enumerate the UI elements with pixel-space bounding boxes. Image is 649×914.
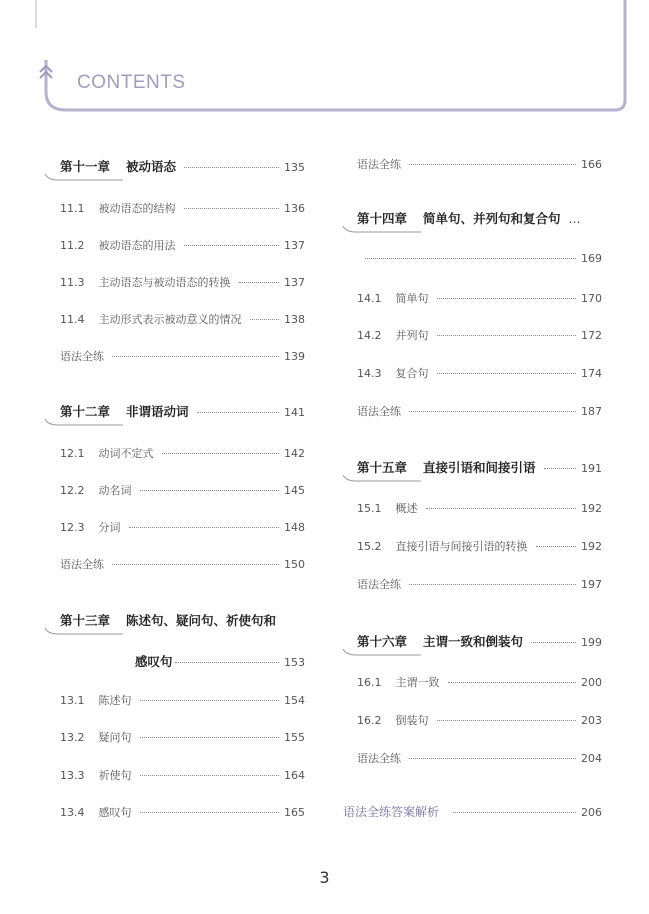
section-title: 语法全练 [60,350,104,363]
page-number: 174 [581,367,602,380]
dot-leader [197,412,279,413]
page-number: 166 [581,158,602,171]
chapter-title: 陈述句、疑问句、祈使句和 [126,613,277,628]
section-title: 简单句 [395,292,429,305]
toc-entry-12-1[interactable] [60,445,305,461]
section-number: 12.2 [60,484,85,497]
chapter-title-cont: 感叹句 [135,654,173,669]
page-number: 153 [284,656,305,669]
page-number: 187 [581,405,602,418]
chapter-title: 直接引语和间接引语 [423,460,536,475]
page-number: 137 [284,239,305,252]
section-number: 12.3 [60,521,85,534]
section-number: 13.4 [60,806,85,819]
section-title: 疑问句 [98,731,132,744]
dot-leader [140,737,280,738]
chapter-title: 简单句、并列句和复合句 [423,211,561,226]
dot-leader [140,812,280,813]
dot-leader [409,758,576,759]
dot-leader [239,282,280,283]
chapter-13-heading-cont[interactable] [135,652,305,670]
dot-leader [536,546,577,547]
dot-leader [437,298,577,299]
chapter-number: 第十五章 [357,460,408,475]
toc-entry-15-drill[interactable] [357,576,602,592]
chapter-title: 非谓语动词 [126,404,189,419]
page-number: 148 [284,521,305,534]
dot-leader [365,258,576,259]
up-arrow-icon [40,66,52,78]
page-number: 165 [284,806,305,819]
section-title: 被动语态的结构 [98,202,176,215]
section-number: 14.2 [357,329,382,342]
toc-entry-12-drill[interactable] [60,556,305,572]
dot-leader [250,319,280,320]
page-number: 192 [581,540,602,553]
toc-entry-16-2[interactable] [357,712,602,728]
toc-entry-14-2[interactable] [357,327,602,343]
section-number: 13.3 [60,769,85,782]
page-number: 135 [284,161,305,174]
toc-entry-12-2[interactable] [60,482,305,498]
section-title: 被动语态的用法 [98,239,176,252]
chapter-title: 被动语态 [126,159,177,174]
page-number: 138 [284,313,305,326]
toc-entry-14-3[interactable] [357,365,602,381]
dot-leader [162,453,280,454]
section-title: 语法全练 [357,158,401,171]
dot-leader [140,700,280,701]
dot-leader [184,167,279,168]
page-number: 206 [581,806,602,819]
toc-entry-answers[interactable] [343,803,602,820]
ellipsis: … [568,212,581,226]
section-title: 语法全练 [60,558,104,571]
toc-entry-13-1[interactable] [60,692,305,708]
page-number: 155 [284,731,305,744]
dot-leader [140,775,280,776]
dot-leader [453,812,576,813]
chapter-11-heading[interactable] [60,157,305,175]
toc-entry-11-3[interactable] [60,274,305,290]
section-title: 直接引语与间接引语的转换 [395,540,528,553]
page-number: 154 [284,694,305,707]
toc-entry-11-4[interactable] [60,311,305,327]
chapter-number: 第十三章 [60,613,111,628]
toc-entry-13-3[interactable] [60,767,305,783]
section-number: 16.2 [357,714,382,727]
answers-title: 语法全练答案解析 [343,805,440,819]
section-number: 12.1 [60,447,85,460]
dot-leader [184,208,280,209]
section-title: 概述 [395,502,418,515]
section-number: 15.2 [357,540,382,553]
section-title: 语法全练 [357,578,401,591]
section-number: 14.1 [357,292,382,305]
page-footer-number: 3 [319,868,330,887]
page-number: 139 [284,350,305,363]
contents-title: CONTENTS [77,72,186,93]
section-number: 11.3 [60,276,85,289]
section-number: 14.3 [357,367,382,380]
toc-entry-13-drill[interactable] [357,156,602,172]
dot-leader [112,564,279,565]
chapter-14-page-line[interactable] [365,252,602,265]
dot-leader [426,508,577,509]
section-title: 主谓一致 [395,676,440,689]
toc-entry-15-1[interactable] [357,500,602,516]
section-title: 动名词 [98,484,132,497]
page-number: 164 [284,769,305,782]
dot-leader [140,490,280,491]
toc-entry-15-2[interactable] [357,538,602,554]
chapter-number: 第十一章 [60,159,111,174]
toc-entry-13-4[interactable] [60,804,305,820]
section-title: 语法全练 [357,752,401,765]
section-title: 主动形式表示被动意义的情况 [98,313,242,326]
dot-leader [448,682,577,683]
dot-leader [184,245,280,246]
chapter-12-heading[interactable] [60,402,305,420]
page-number: 172 [581,329,602,342]
chapter-number: 第十二章 [60,404,111,419]
toc-entry-14-drill[interactable] [357,403,602,419]
toc-entry-13-2[interactable] [60,729,305,745]
toc-entry-16-drill[interactable] [357,750,602,766]
dot-leader [409,411,576,412]
toc-entry-11-2[interactable] [60,237,305,253]
dot-leader [409,584,576,585]
chapter-13-heading[interactable] [60,611,305,629]
page-number: 200 [581,676,602,689]
dot-leader [175,662,279,663]
chapter-16-heading[interactable] [357,632,602,650]
dot-leader [129,527,280,528]
page-number: 137 [284,276,305,289]
page-number: 136 [284,202,305,215]
section-title: 祈使句 [98,769,132,782]
section-title: 主动语态与被动语态的转换 [98,276,231,289]
section-title: 复合句 [395,367,429,380]
page-number: 142 [284,447,305,460]
section-title: 倒装句 [395,714,429,727]
section-title: 动词不定式 [98,447,154,460]
dot-leader [409,164,576,165]
toc-entry-11-drill[interactable] [60,348,305,364]
section-title: 分词 [98,521,121,534]
section-number: 15.1 [357,502,382,515]
section-number: 11.2 [60,239,85,252]
chapter-title: 主谓一致和倒装句 [423,634,524,649]
section-title: 陈述句 [98,694,132,707]
section-number: 16.1 [357,676,382,689]
chapter-15-heading[interactable] [357,458,602,476]
section-number: 13.1 [60,694,85,707]
page-number: 197 [581,578,602,591]
dot-leader [437,335,577,336]
section-title: 并列句 [395,329,429,342]
chapter-number: 第十六章 [357,634,408,649]
page-number: 141 [284,406,305,419]
toc-entry-12-3[interactable] [60,519,305,535]
toc-entry-16-1[interactable] [357,674,602,690]
section-title: 语法全练 [357,405,401,418]
section-number: 11.1 [60,202,85,215]
page-number: 204 [581,752,602,765]
section-number: 11.4 [60,313,85,326]
dot-leader [437,373,577,374]
dot-leader [544,468,576,469]
page-number: 145 [284,484,305,497]
chapter-14-heading[interactable] [357,209,602,227]
page-number: 150 [284,558,305,571]
toc-entry-14-1[interactable] [357,290,602,306]
chapter-number: 第十四章 [357,211,408,226]
dot-leader [112,356,279,357]
dot-leader [437,720,577,721]
page-number: 199 [581,636,602,649]
toc-entry-11-1[interactable] [60,200,305,216]
page-number: 192 [581,502,602,515]
page-number: 169 [581,252,602,265]
page-number: 191 [581,462,602,475]
section-title: 感叹句 [98,806,132,819]
section-number: 13.2 [60,731,85,744]
page-number: 203 [581,714,602,727]
page-number: 170 [581,292,602,305]
dot-leader [531,642,576,643]
